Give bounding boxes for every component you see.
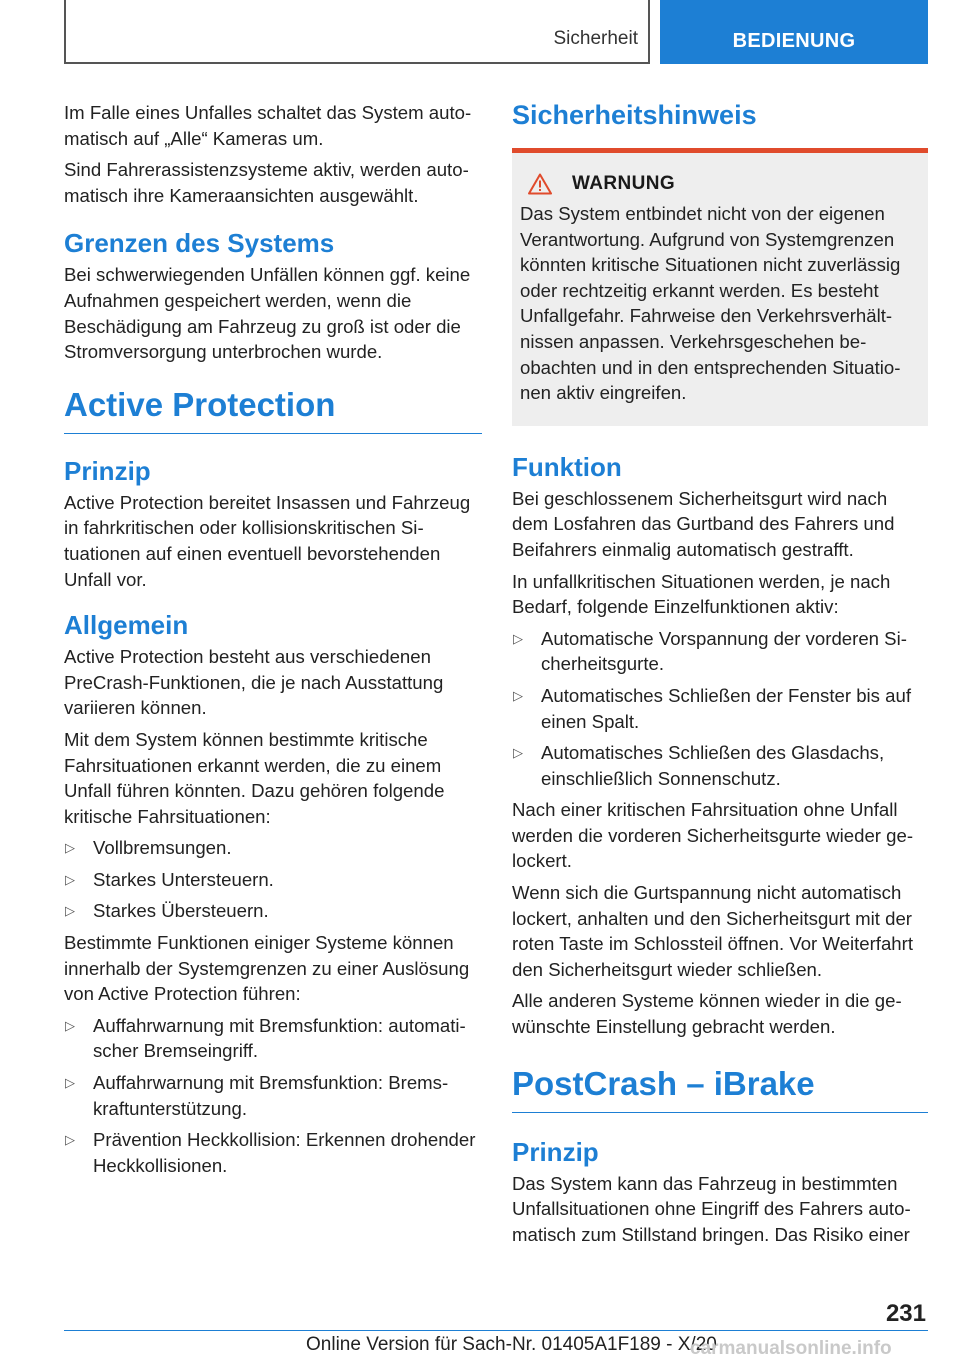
heading-prinzip: Prinzip [512,1136,599,1167]
paragraph: Mit dem System können bestimmte kritische Fahrsituationen erkannt werden, die zu einem Unfall führen könnten. Dazu gehören folgende kritische Fahrsituationen: [64,728,445,827]
page-header [64,0,928,66]
heading-funktion: Funktion [512,451,622,482]
paragraph: Das System kann das Fahrzeug in bestimmten Unfallsituationen ohne Eingriff des Fahrers automatisch zum Stillstand bringen. Das Risiko einer [512,1172,911,1245]
triangle-bullet-icon: ▷ [513,630,523,646]
list-item: ▷ Auffahrwarnung mit Bremsfunktion: automatischer Bremseingriff. [65,1014,466,1062]
warning-text: Das System entbindet nicht von der eigenen Verantwortung. Aufgrund von Systemgrenzen könnten kritische Situationen nicht zuverlässig oder rechtzeitig erkannt werden. Es besteht Unfallgefahr. Fahrweise den Verkehrsverhältnissen anpassen. Verkehrsgeschehen beobachten und in den entsprechenden Situationen aktiv eingreifen. [520,203,901,404]
footer-divider [64,1330,928,1331]
warning-box [512,148,928,426]
heading-prinzip: Prinzip [64,455,151,486]
paragraph: In unfallkritischen Situationen werden, je nach Bedarf, folgende Einzelfunktionen aktiv: [512,570,891,618]
right-column [512,100,928,1253]
triangle-bullet-icon: ▷ [65,903,75,919]
list-item: ▷ Starkes Untersteuern. [64,867,482,893]
trigger-functions-list [64,1013,482,1179]
heading-sicherheitshinweis: Sicherheitshinweis [512,100,757,130]
warning-header [520,173,920,195]
critical-situations-list [64,835,482,924]
warning-label: WARNUNG [572,173,676,194]
single-functions-list [512,626,928,792]
list-item: ▷ Automatisches Schließen der Fenster bis auf einen Spalt. [513,684,911,732]
paragraph: Sind Fahrerassistenzsysteme aktiv, werden automatisch ihre Kameraansichten ausgewählt. [64,159,469,206]
triangle-bullet-icon: ▷ [513,745,523,761]
heading-postcrash-ibrake: PostCrash – iBrake [512,1064,928,1113]
header-section-box [64,0,650,64]
triangle-bullet-icon: ▷ [65,1132,75,1148]
header-chapter-tab [660,0,928,64]
triangle-bullet-icon: ▷ [65,871,75,887]
paragraph: Active Protection besteht aus verschiedenen PreCrash-Funktionen, die je nach Ausstattung variieren können. [64,646,444,719]
triangle-bullet-icon: ▷ [65,1017,75,1033]
heading-grenzen: Grenzen des Systems [64,228,335,259]
header-chapter-label: BEDIENUNG [732,30,856,52]
list-item: ▷ Starkes Übersteuern. [64,898,482,924]
list-item: ▷ Automatisches Schließen des Glasdachs, einschließlich Sonnenschutz. [513,742,885,789]
paragraph: Active Protection bereitet Insassen und Fahrzeug in fahrkritischen oder kollisionskritischen Situationen auf einen eventuell bevorstehenden Unfall vor. [64,491,471,590]
paragraph: Nach einer kritischen Fahrsituation ohne Unfall werden die vorderen Sicherheitsgurte wieder gelockert. [512,799,914,872]
online-version-text: Online Version für Sach-Nr. 01405A1F189 - X/20 [306,1334,717,1355]
page-number: 231 [885,1300,926,1327]
heading-allgemein: Allgemein [64,610,189,641]
triangle-bullet-icon: ▷ [513,687,523,703]
left-column [64,100,482,1184]
warning-triangle-icon [528,173,552,195]
paragraph: Bestimmte Funktionen einiger Systeme können innerhalb der Systemgrenzen zu einer Auslösung von Active Protection führen: [64,932,470,1005]
paragraph: Wenn sich die Gurtspannung nicht automatisch lockert, anhalten und den Sicherheitsgurt mit der roten Taste im Schlossteil öffnen. Vor Weiterfahrt den Sicherheitsgurt wieder schließen. [512,882,913,980]
watermark: carmanualsonline.info [690,1338,892,1359]
paragraph: Bei schwerwiegenden Unfällen können ggf. keine Aufnahmen gespeichert werden, wenn die Beschädigung am Fahrzeug zu groß ist oder die Stromversorgung unterbrochen wurde. [64,264,471,363]
list-item: ▷ Prävention Heckkollision: Erkennen drohender Heckkollisionen. [65,1129,476,1176]
header-section-title: Sicherheit [553,28,638,49]
list-item: ▷ Vollbremsungen. [64,835,482,861]
paragraph: Im Falle eines Unfalles schaltet das System automatisch auf „Alle“ Kameras um. [64,102,472,149]
paragraph: Alle anderen Systeme können wieder in die gewünschte Einstellung gebracht werden. [512,990,902,1038]
triangle-bullet-icon: ▷ [65,840,75,856]
paragraph: Bei geschlossenem Sicherheitsgurt wird nach dem Losfahren das Gurtband des Fahrers und Beifahrers einmalig automatisch gestrafft. [512,487,895,560]
list-item: ▷ Auffahrwarnung mit Bremsfunktion: Bremskraftunterstützung. [65,1072,449,1119]
heading-active-protection: Active Protection [64,385,482,434]
list-item: ▷ Automatische Vorspannung der vorderen Sicherheitsgurte. [513,627,907,675]
triangle-bullet-icon: ▷ [65,1075,75,1091]
